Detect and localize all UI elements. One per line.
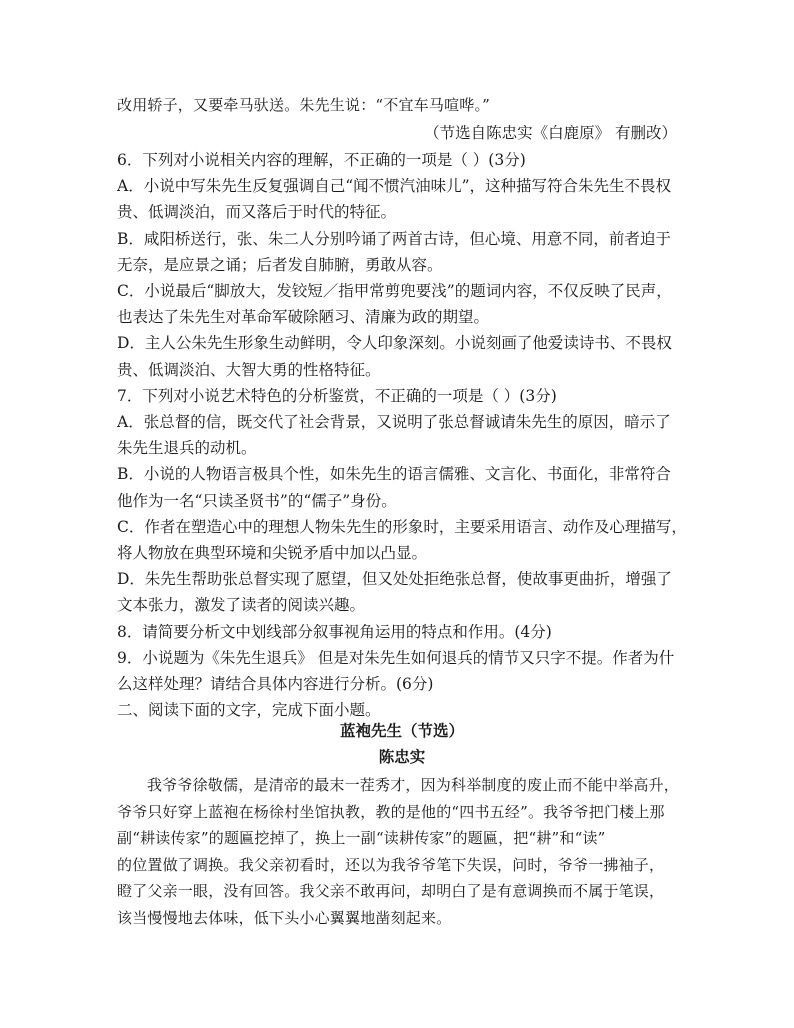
- question-line: 也表达了朱先生对革命军破除陋习、清廉为政的期望。: [117, 308, 490, 327]
- passage-line: 瞪了父亲一眼，没有回答。我父亲不敢再问，却明白了是有意调换而不属于笔误，: [117, 882, 665, 900]
- passage-line: 的位置做了调换。我父亲初看时，还以为我爷爷笔下失误，问时，爷爷一拂袖子，: [117, 855, 665, 874]
- question-line: B．咸阳桥送行，张、朱二人分别吟诵了两首古诗，但心境、用意不同，前者迫于: [117, 229, 671, 248]
- question-line: 朱先生退兵的动机。: [117, 439, 257, 458]
- passage-line: 副“耕读传家”的题匾挖掉了，换上一副“读耕传家”的题匾，把“耕”和“读”: [117, 829, 606, 847]
- passage-author: 陈忠实: [378, 747, 426, 766]
- question-line: C．小说最后“脚放大，发铰短／指甲常剪兜要浅”的题词内容，不仅反映了民声，: [117, 282, 672, 300]
- passage-end-line: 改用轿子，又要牵马驮送。朱先生说：“不宜车马喧哗。”: [117, 96, 491, 114]
- question-line: A．张总督的信，既交代了社会背景，又说明了张总督诚请朱先生的原因，暗示了: [117, 413, 671, 431]
- source-citation: （节选自陈忠实《白鹿原》 有删改）: [424, 124, 677, 142]
- question-line: 无奈，是应景之诵；后者发自肺腑，勇敢从容。: [117, 255, 443, 274]
- question-line: D．朱先生帮助张总督实现了愿望，但又处处拒绝张总督，使故事更曲折，增强了: [117, 570, 672, 589]
- question-line: 二、阅读下面的文字，完成下面小题。: [117, 701, 381, 720]
- passage-line: 我爷爷徐敬儒，是清帝的最末一茬秀才，因为科举制度的废止而不能中举高升，: [147, 776, 680, 794]
- question-line: 文本张力，激发了读者的阅读兴趣。: [117, 596, 366, 615]
- question-line: D．主人公朱先生形象生动鲜明，令人印象深刻。小说刻画了他爱读诗书、不畏权: [117, 334, 672, 353]
- question-line: 么这样处理？请结合具体内容进行分析。(6分): [117, 675, 434, 693]
- question-line: 6．下列对小说相关内容的理解，不正确的一项是（ ）(3分): [117, 151, 526, 169]
- question-line: 7．下列对小说艺术特色的分析鉴赏，不正确的一项是（ ）(3分): [117, 386, 557, 405]
- question-line: 8．请简要分析文中划线部分叙事视角运用的特点和作用。(4分): [117, 622, 552, 641]
- question-line: B．小说的人物语言极具个性，如朱先生的语言儒雅、文言化、书面化，非常符合: [117, 465, 671, 484]
- passage-title: 蓝袍先生（节选）: [339, 721, 464, 740]
- question-line: C．作者在塑造心中的理想人物朱先生的形象时，主要采用语言、动作及心理描写，: [117, 517, 687, 536]
- question-line: 他作为一名“只读圣贤书”的“儒子”身份。: [117, 491, 397, 510]
- passage-line: 爷爷只好穿上蓝袍在杨徐村坐馆执教，教的是他的“四书五经”。我爷爷把门楼上那: [117, 802, 665, 821]
- passage-line: 该当慢慢地去体味，低下头小心翼翼地凿刻起来。: [117, 908, 452, 927]
- question-line: 贵、低调淡泊、大智大勇的性格特征。: [117, 360, 381, 379]
- question-line: 9．小说题为《朱先生退兵》 但是对朱先生如何退兵的情节又只字不提。作者为什: [117, 648, 675, 667]
- question-line: A．小说中写朱先生反复强调自己“闻不惯汽油味儿”，这种描写符合朱先生不畏权: [117, 177, 672, 196]
- question-line: 贵、低调淡泊，而又落后于时代的特征。: [117, 203, 397, 222]
- question-line: 将人物放在典型环境和尖锐矛盾中加以凸显。: [117, 544, 428, 562]
